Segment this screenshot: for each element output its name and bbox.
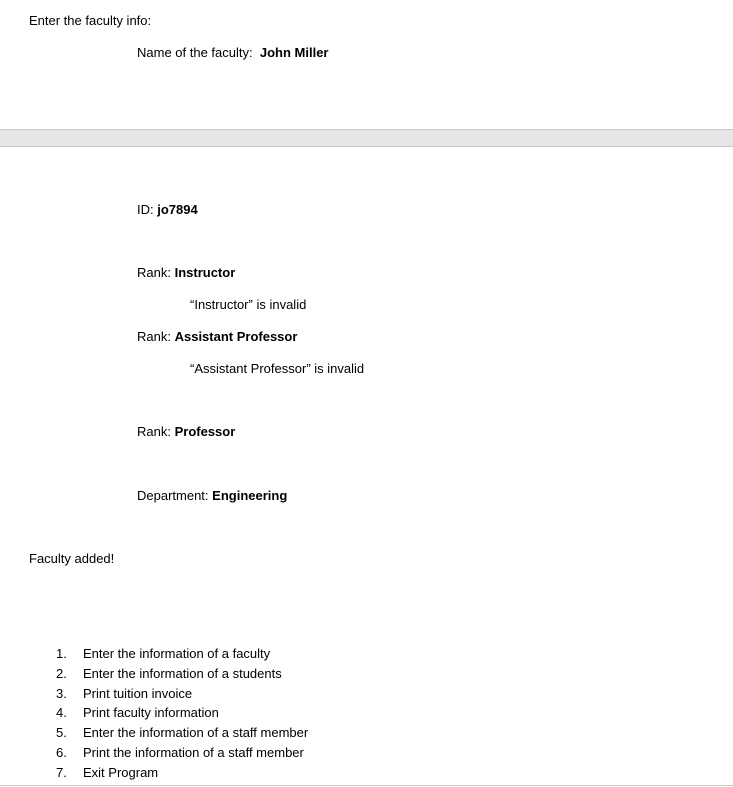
page-bottom-edge <box>0 785 733 786</box>
menu-item-label: Enter the information of a students <box>83 665 282 681</box>
menu-item-label: Exit Program <box>83 764 159 780</box>
rank-error-2: “Assistant Professor” is invalid <box>190 361 365 376</box>
menu-item-number: 2. <box>56 665 67 681</box>
prompt-text: Enter the faculty info: <box>29 13 152 28</box>
rank-label: Rank: <box>137 265 171 280</box>
page-break <box>0 129 733 147</box>
menu-item-number: 6. <box>56 744 67 760</box>
menu-item-label: Print faculty information <box>83 705 219 721</box>
rank-value: Assistant Professor <box>174 329 298 344</box>
rank-label: Rank: <box>137 424 171 439</box>
id-value: jo7894 <box>157 202 198 217</box>
name-label: Name of the faculty: <box>137 45 253 60</box>
id-label: ID: <box>137 202 154 217</box>
department-label: Department: <box>137 488 209 503</box>
menu-item-number: 4. <box>56 705 67 721</box>
rank-line-3 <box>137 424 235 440</box>
menu-item-number: 5. <box>56 725 67 741</box>
menu-item-number: 1. <box>56 646 67 661</box>
name-value: John Miller <box>259 45 329 60</box>
rank-line-1 <box>137 265 235 281</box>
menu-item-number: 7. <box>56 764 67 780</box>
menu-item-label: Enter the information of a faculty <box>83 646 271 661</box>
menu-item-label: Print the information of a staff member <box>83 744 304 760</box>
rank-value: Instructor <box>174 265 236 280</box>
menu-item-label: Print tuition invoice <box>83 685 193 701</box>
rank-value: Professor <box>174 424 236 439</box>
department-value: Engineering <box>212 488 288 503</box>
department-line <box>137 488 287 504</box>
rank-label: Rank: <box>137 329 171 344</box>
confirmation-text: Faculty added! <box>29 551 115 566</box>
menu-item-number: 3. <box>56 685 67 701</box>
rank-line-2 <box>137 329 297 345</box>
rank-error-1: “Instructor” is invalid <box>190 297 307 312</box>
menu-item-label: Enter the information of a staff member <box>83 725 309 741</box>
name-line <box>137 45 328 61</box>
id-line <box>137 202 198 218</box>
